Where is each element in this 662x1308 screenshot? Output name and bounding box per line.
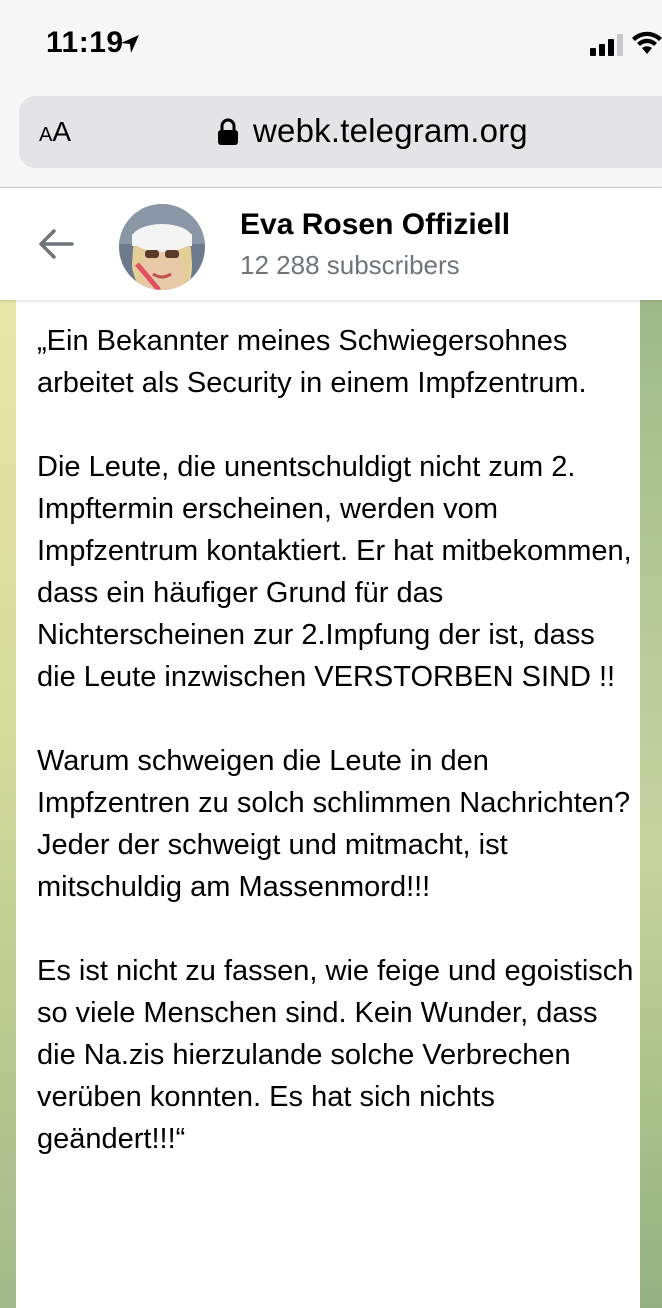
text-size-button[interactable]: AA (39, 116, 72, 147)
channel-header (0, 188, 662, 300)
channel-subscribers: 12 288 subscribers (240, 250, 460, 280)
channel-title[interactable]: Eva Rosen Offiziell (240, 208, 511, 241)
message-paragraph: Die Leute, die unentschuldigt nicht zum 2. Impftermin erscheinen, werden vom Impfzentrum kontaktiert. Er hat mitbekommen, dass ein häufiger Grund für das Nichterscheinen zur 2.Impfung der ist, dass die Leute inzwischen VERSTORBEN SIND !! (37, 451, 632, 693)
status-time: 11:19 (46, 26, 124, 59)
arrow-left-icon[interactable] (36, 226, 76, 262)
message-bubble[interactable] (16, 300, 640, 1308)
address-bar[interactable] (19, 96, 662, 168)
message-paragraph: Warum schweigen die Leute in den Impfzentren zu solch schlimmen Nachrichten? Jeder der schweigt und mitmacht, ist mitschuldig am Massenmord!!! (37, 745, 631, 903)
wifi-icon (632, 30, 662, 56)
lock-icon (217, 118, 239, 146)
signal-bars-icon (590, 34, 624, 56)
url-text[interactable]: webk.telegram.org (253, 112, 528, 149)
location-arrow-icon (119, 33, 141, 55)
channel-avatar[interactable] (119, 204, 205, 290)
message-paragraph: „Ein Bekannter meines Schwiegersohnes arbeitet als Security in einem Impfzentrum. (37, 325, 587, 399)
status-bar (0, 0, 662, 90)
avatar-photo (119, 204, 205, 290)
message-text (37, 320, 637, 1160)
message-paragraph: Es ist nicht zu fassen, wie feige und egoistisch so viele Menschen sind. Kein Wunder, dass die Na.zis hierzulande solche Verbrechen verüben konnten. Es hat sich nichts geändert!!!“ (37, 955, 634, 1155)
